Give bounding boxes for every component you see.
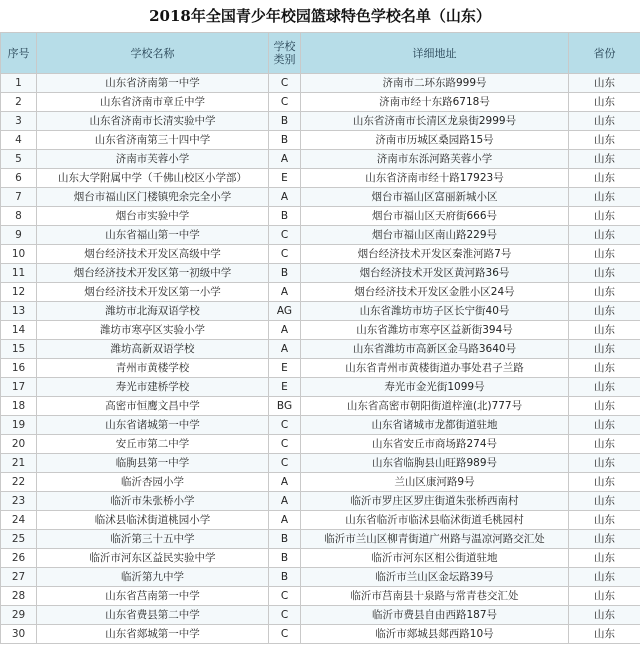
table-row [1, 207, 640, 226]
province-cell: 山东 [569, 340, 640, 359]
table-row [1, 549, 640, 568]
school-name-cell: 潍坊高新双语学校 [37, 340, 269, 359]
province-cell: 山东 [569, 112, 640, 131]
row-number: 13 [1, 302, 37, 321]
address-cell: 烟台市福山区南山路229号 [301, 226, 569, 245]
address-cell: 山东省高密市朝阳街道梓潼(北)777号 [301, 397, 569, 416]
table-row [1, 321, 640, 340]
header-province: 省份 [569, 33, 640, 74]
school-type-cell: E [269, 378, 301, 397]
school-type-cell: C [269, 245, 301, 264]
province-cell: 山东 [569, 264, 640, 283]
address-cell: 临沂市莒南县十泉路与常青巷交汇处 [301, 587, 569, 606]
table-row [1, 606, 640, 625]
province-cell: 山东 [569, 93, 640, 112]
address-cell: 济南市东泺河路芙蓉小学 [301, 150, 569, 169]
table-row [1, 150, 640, 169]
address-cell: 烟台市福山区天府街666号 [301, 207, 569, 226]
address-cell: 临沂市费县自由西路187号 [301, 606, 569, 625]
address-cell: 山东省临朐县山旺路989号 [301, 454, 569, 473]
row-number: 17 [1, 378, 37, 397]
row-number: 12 [1, 283, 37, 302]
address-cell: 山东省潍坊市寒亭区益新街394号 [301, 321, 569, 340]
school-type-cell: B [269, 530, 301, 549]
table-row [1, 264, 640, 283]
school-name-cell: 烟台经济技术开发区高级中学 [37, 245, 269, 264]
school-name-cell: 临沂杏园小学 [37, 473, 269, 492]
row-number: 24 [1, 511, 37, 530]
school-type-cell: C [269, 625, 301, 644]
province-cell: 山东 [569, 492, 640, 511]
row-number: 10 [1, 245, 37, 264]
address-cell: 山东省济南市长清区龙泉街2999号 [301, 112, 569, 131]
row-number: 20 [1, 435, 37, 454]
address-cell: 烟台市福山区富丽新城小区 [301, 188, 569, 207]
table-row [1, 226, 640, 245]
table-row [1, 511, 640, 530]
school-name-cell: 山东省莒南第一中学 [37, 587, 269, 606]
table-row [1, 188, 640, 207]
province-cell: 山东 [569, 321, 640, 340]
school-type-cell: A [269, 492, 301, 511]
school-type-cell: B [269, 264, 301, 283]
address-cell: 临沂市兰山区柳青街道广州路与温凉河路交汇处 [301, 530, 569, 549]
address-cell: 烟台经济技术开发区秦淮河路7号 [301, 245, 569, 264]
province-cell: 山东 [569, 549, 640, 568]
table-row [1, 435, 640, 454]
province-cell: 山东 [569, 454, 640, 473]
table-row [1, 359, 640, 378]
table-row [1, 245, 640, 264]
row-number: 6 [1, 169, 37, 188]
province-cell: 山东 [569, 473, 640, 492]
row-number: 23 [1, 492, 37, 511]
header-school-name: 学校名称 [37, 33, 269, 74]
province-cell: 山东 [569, 378, 640, 397]
address-cell: 济南市二环东路999号 [301, 74, 569, 93]
province-cell: 山东 [569, 188, 640, 207]
school-name-cell: 烟台市福山区门楼镇兜余完全小学 [37, 188, 269, 207]
row-number: 1 [1, 74, 37, 93]
school-type-cell: C [269, 93, 301, 112]
table-row [1, 454, 640, 473]
table-row [1, 625, 640, 644]
school-name-cell: 临沂市河东区益民实验中学 [37, 549, 269, 568]
table-row [1, 112, 640, 131]
school-type-cell: B [269, 207, 301, 226]
row-number: 11 [1, 264, 37, 283]
row-number: 19 [1, 416, 37, 435]
school-name-cell: 山东省济南第一中学 [37, 74, 269, 93]
school-name-cell: 临朐县第一中学 [37, 454, 269, 473]
address-cell: 山东省诸城市龙都街道驻地 [301, 416, 569, 435]
address-cell: 山东省临沂市临沭县临沭街道毛桃园村 [301, 511, 569, 530]
table-row [1, 302, 640, 321]
table-row [1, 416, 640, 435]
row-number: 28 [1, 587, 37, 606]
school-type-cell: A [269, 511, 301, 530]
row-number: 30 [1, 625, 37, 644]
row-number: 4 [1, 131, 37, 150]
table-row [1, 340, 640, 359]
address-cell: 临沂市郯城县郯西路10号 [301, 625, 569, 644]
province-cell: 山东 [569, 169, 640, 188]
school-type-cell: E [269, 169, 301, 188]
school-type-cell: A [269, 340, 301, 359]
address-cell: 济南市经十东路6718号 [301, 93, 569, 112]
school-type-cell: C [269, 416, 301, 435]
table-row [1, 397, 640, 416]
page-title: 2018年全国青少年校园篮球特色学校名单（山东） [149, 7, 491, 25]
school-name-cell: 山东省济南市长清实验中学 [37, 112, 269, 131]
province-cell: 山东 [569, 283, 640, 302]
table-row [1, 131, 640, 150]
school-name-cell: 临沭县临沭街道桃园小学 [37, 511, 269, 530]
school-type-cell: C [269, 606, 301, 625]
address-cell: 烟台经济技术开发区黄河路36号 [301, 264, 569, 283]
school-type-cell: A [269, 473, 301, 492]
row-number: 7 [1, 188, 37, 207]
row-number: 21 [1, 454, 37, 473]
province-cell: 山东 [569, 302, 640, 321]
row-number: 29 [1, 606, 37, 625]
address-cell: 山东省潍坊市高新区金马路3640号 [301, 340, 569, 359]
school-table [0, 32, 640, 644]
table-body [1, 74, 640, 644]
address-cell: 寿光市金光街1099号 [301, 378, 569, 397]
school-name-cell: 济南市芙蓉小学 [37, 150, 269, 169]
row-number: 2 [1, 93, 37, 112]
address-cell: 济南市历城区桑园路15号 [301, 131, 569, 150]
province-cell: 山东 [569, 587, 640, 606]
school-name-cell: 临沂第九中学 [37, 568, 269, 587]
address-cell: 山东省安丘市商场路274号 [301, 435, 569, 454]
row-number: 25 [1, 530, 37, 549]
school-name-cell: 山东省郯城第一中学 [37, 625, 269, 644]
school-name-cell: 临沂市朱张桥小学 [37, 492, 269, 511]
school-name-cell: 高密市恒鹰文昌中学 [37, 397, 269, 416]
address-cell: 兰山区康河路9号 [301, 473, 569, 492]
province-cell: 山东 [569, 150, 640, 169]
school-name-cell: 烟台市实验中学 [37, 207, 269, 226]
row-number: 22 [1, 473, 37, 492]
province-cell: 山东 [569, 226, 640, 245]
province-cell: 山东 [569, 511, 640, 530]
row-number: 15 [1, 340, 37, 359]
table-header-row [1, 33, 640, 74]
school-type-cell: B [269, 112, 301, 131]
school-type-cell: C [269, 226, 301, 245]
school-type-cell: B [269, 131, 301, 150]
row-number: 5 [1, 150, 37, 169]
school-type-cell: B [269, 549, 301, 568]
header-school-type-label: 学校类别 [273, 40, 296, 66]
table-row [1, 587, 640, 606]
school-type-cell: C [269, 74, 301, 93]
table-row [1, 530, 640, 549]
province-cell: 山东 [569, 568, 640, 587]
table-row [1, 492, 640, 511]
school-name-cell: 临沂第三十五中学 [37, 530, 269, 549]
province-cell: 山东 [569, 359, 640, 378]
province-cell: 山东 [569, 416, 640, 435]
row-number: 8 [1, 207, 37, 226]
school-name-cell: 山东省济南市章丘中学 [37, 93, 269, 112]
row-number: 14 [1, 321, 37, 340]
table-row [1, 169, 640, 188]
school-name-cell: 山东省诸城第一中学 [37, 416, 269, 435]
school-type-cell: A [269, 150, 301, 169]
header-address: 详细地址 [301, 33, 569, 74]
school-name-cell: 烟台经济技术开发区第一初级中学 [37, 264, 269, 283]
row-number: 16 [1, 359, 37, 378]
school-type-cell: C [269, 587, 301, 606]
school-type-cell: B [269, 568, 301, 587]
school-name-cell: 山东省济南第三十四中学 [37, 131, 269, 150]
school-type-cell: BG [269, 397, 301, 416]
school-type-cell: C [269, 435, 301, 454]
row-number: 27 [1, 568, 37, 587]
table-row [1, 74, 640, 93]
row-number: 9 [1, 226, 37, 245]
school-name-cell: 烟台经济技术开发区第一小学 [37, 283, 269, 302]
province-cell: 山东 [569, 606, 640, 625]
address-cell: 山东省青州市黄楼街道办事处君子兰路 [301, 359, 569, 378]
table-row [1, 568, 640, 587]
address-cell: 临沂市罗庄区罗庄街道朱张桥西南村 [301, 492, 569, 511]
address-cell: 临沂市河东区相公街道驻地 [301, 549, 569, 568]
school-name-cell: 潍坊市寒亭区实验小学 [37, 321, 269, 340]
school-type-cell: A [269, 321, 301, 340]
province-cell: 山东 [569, 397, 640, 416]
school-type-cell: AG [269, 302, 301, 321]
table-row [1, 473, 640, 492]
province-cell: 山东 [569, 245, 640, 264]
table-row [1, 378, 640, 397]
address-cell: 临沂市兰山区金坛路39号 [301, 568, 569, 587]
school-type-cell: A [269, 283, 301, 302]
school-name-cell: 山东省费县第二中学 [37, 606, 269, 625]
province-cell: 山东 [569, 435, 640, 454]
row-number: 18 [1, 397, 37, 416]
school-name-cell: 寿光市建桥学校 [37, 378, 269, 397]
province-cell: 山东 [569, 625, 640, 644]
school-name-cell: 安丘市第二中学 [37, 435, 269, 454]
row-number: 3 [1, 112, 37, 131]
header-school-type [269, 33, 301, 74]
province-cell: 山东 [569, 207, 640, 226]
school-name-cell: 潍坊市北海双语学校 [37, 302, 269, 321]
province-cell: 山东 [569, 530, 640, 549]
school-type-cell: C [269, 454, 301, 473]
address-cell: 山东省济南市经十路17923号 [301, 169, 569, 188]
province-cell: 山东 [569, 131, 640, 150]
row-number: 26 [1, 549, 37, 568]
address-cell: 山东省潍坊市坊子区长宁街40号 [301, 302, 569, 321]
province-cell: 山东 [569, 74, 640, 93]
school-name-cell: 山东省福山第一中学 [37, 226, 269, 245]
school-name-cell: 青州市黄楼学校 [37, 359, 269, 378]
header-no: 序号 [1, 33, 37, 74]
address-cell: 烟台经济技术开发区金胜小区24号 [301, 283, 569, 302]
school-type-cell: E [269, 359, 301, 378]
table-row [1, 93, 640, 112]
school-type-cell: A [269, 188, 301, 207]
school-name-cell: 山东大学附属中学（千佛山校区小学部） [37, 169, 269, 188]
table-row [1, 283, 640, 302]
